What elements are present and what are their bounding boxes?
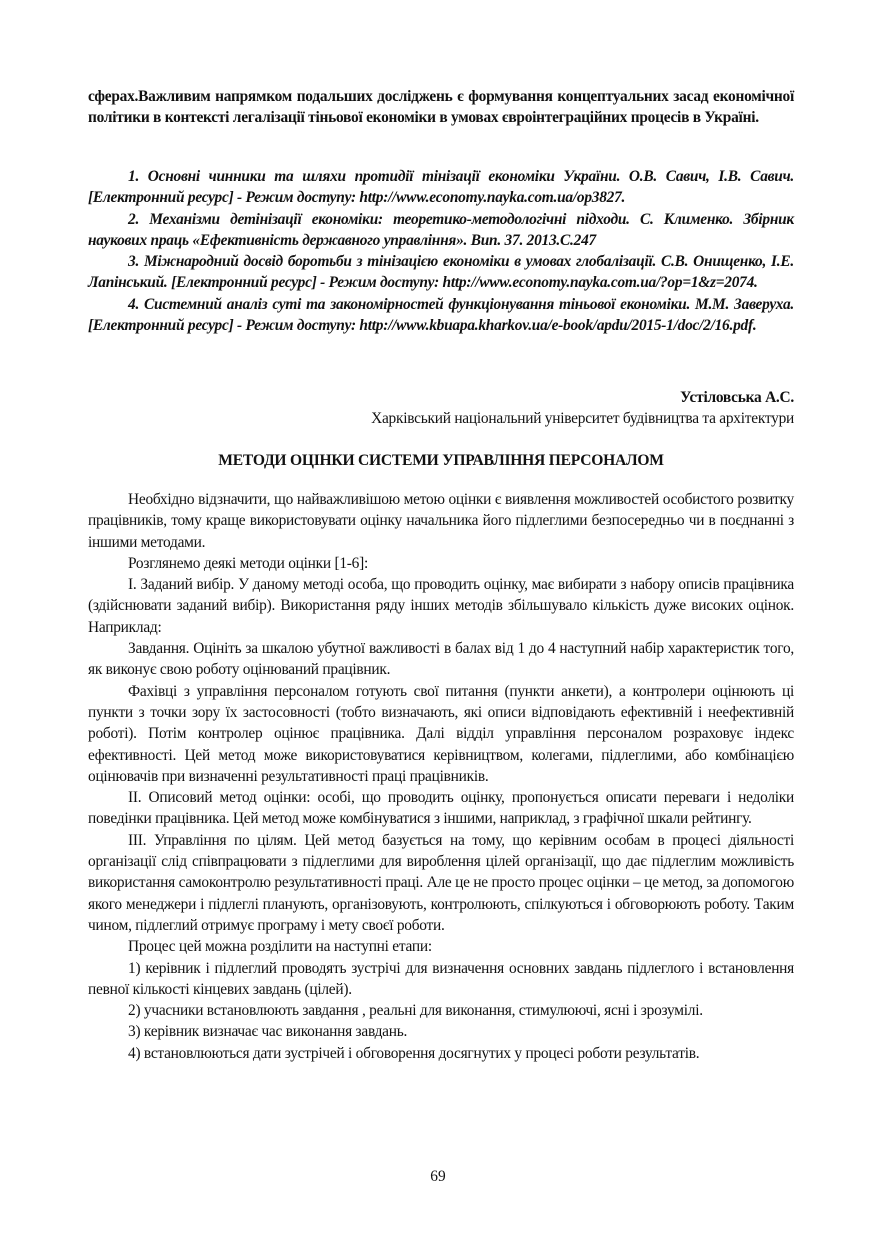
author-name: Устіловська А.С.: [680, 389, 794, 406]
list-item: 3) керівник визначає час виконання завдань.: [128, 1023, 408, 1041]
body-paragraph: І. Заданий вибір. У даному методі особа, що проводить оцінку, має вибирати з набору описів працівника (здійснювати заданий вибір). Використання ряду інших методів збільшувало кількість дуже високих оцінок. Наприклад:: [88, 576, 794, 636]
body-paragraph: Фахівці з управління персоналом готують свої питання (пункти анкети), а контролери оцінюють ці пункти з точки зору їх застосовності (тобто визначають, які описи відповідають ефективній і неефективній роботі). Потім контролер оцінює працівника. Далі відділ управління персоналом розраховує індекс ефективності. Цей метод може використовуватися керівництвом, колегами, підлеглими, або комбінацією оцінювачів при визначенні результативності праці працівників.: [88, 682, 794, 785]
article-title-block: [88, 450, 794, 471]
author-affiliation: Харківський національний університет будівництва та архітектури: [371, 410, 794, 428]
body-paragraph: Процес цей можна розділити на наступні етапи:: [128, 938, 432, 956]
body-paragraph: Розглянемо деякі методи оцінки [1-6]:: [128, 554, 368, 572]
reference-item: 3. Міжнародний досвід боротьби з тінізацією економіки в умовах глобалізації. С.В. Онищенко, І.Е. Лапінський. [Електронний ресурс] - Режим доступу: http://www.economy.nayka.com.ua/?op=1&z=2074.: [88, 253, 794, 292]
references-list: [88, 166, 794, 336]
intro-block: [88, 86, 794, 129]
list-item: 4) встановлюються дати зустрічей і обговорення досягнутих у процесі роботи результатів.: [128, 1044, 700, 1062]
article-header: [88, 387, 794, 430]
article-body: [88, 489, 794, 1064]
list-item: 2) учасники встановлюють завдання , реальні для виконання, стимулюючі, ясні і зрозумілі.: [128, 1002, 703, 1020]
body-paragraph: ІІ. Описовий метод оцінки: особі, що проводить оцінку, пропонується описати переваги і недоліки поведінки працівника. Цей метод може комбінуватися з іншими, наприклад, з графічної шкали рейтингу.: [88, 789, 794, 828]
reference-item: 2. Механізми детінізації економіки: теоретико-методологічні підходи. С. Клименко. Збірник наукових праць «Ефективність державного управління». Вип. 37. 2013.С.247: [88, 210, 794, 249]
intro-paragraph: сферах.Важливим напрямком подальших досліджень є формування концептуальних засад економічної політики в контексті легалізації тіньової економіки в умовах євроінтеграційних процесів в Україні.: [88, 88, 794, 127]
reference-item: 1. Основні чинники та шляхи протидії тінізації економіки України. О.В. Савич, І.В. Савич. [Електронний ресурс] - Режим доступу: http://www.economy.nayka.com.ua/op3827.: [88, 168, 794, 207]
list-item: 1) керівник і підлеглий проводять зустрічі для визначення основних завдань підлеглого і встановлення певної кількості кінцевих завдань (цілей).: [88, 959, 794, 998]
body-paragraph: ІІІ. Управління по цілям. Цей метод базується на тому, що керівним особам в процесі діяльності організації слід співпрацювати з підлеглими для вироблення цілей організації, що дає підлеглим можливість використання самоконтролю результативності праці. Але це не просто процес оцінки – це метод, за допомогою якого менеджери і підлеглі планують, організовують, контролюють, спілкуються і обговорюють роботу. Таким чином, підлеглий отримує програму і мету своєї роботи.: [88, 831, 794, 934]
body-paragraph: Необхідно відзначити, що найважливішою метою оцінки є виявлення можливостей особистого розвитку працівників, тому краще використовувати оцінку начальника його підлеглими безпосередньо чи в поєднанні з іншими методами.: [88, 491, 794, 551]
body-paragraph: Завдання. Оцініть за шкалою убутної важливості в балах від 1 до 4 наступний набір характеристик того, як виконує свою роботу оцінюваний працівник.: [88, 640, 794, 679]
page-number: 69: [430, 1168, 446, 1185]
article-title: МЕТОДИ ОЦІНКИ СИСТЕМИ УПРАВЛІННЯ ПЕРСОНАЛОМ: [218, 452, 664, 469]
reference-item: 4. Системний аналіз суті та закономірностей функціонування тіньової економіки. М.М. Заверуха. [Електронний ресурс] - Режим доступу: http://www.kbuapa.kharkov.ua/e-book/apdu/2015-1/doc/2/16.pdf.: [88, 295, 794, 335]
